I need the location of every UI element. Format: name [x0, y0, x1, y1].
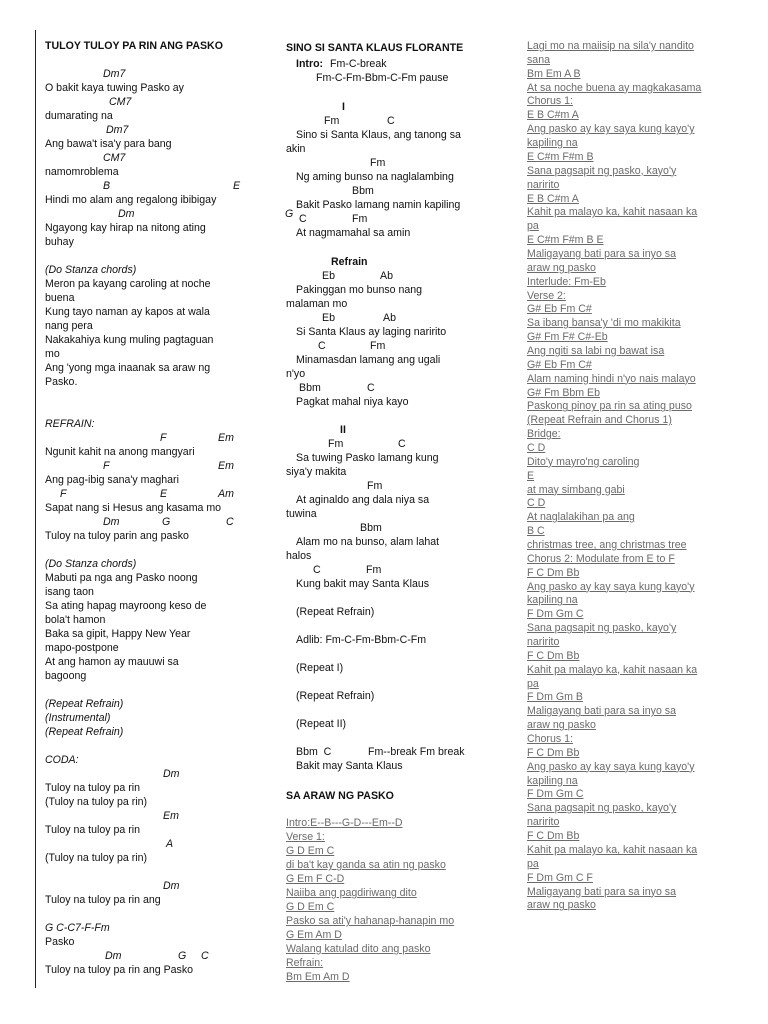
- lyric-line: Meron pa kayang caroling at noche: [45, 278, 211, 290]
- section-label: Interlude: Fm-Eb: [527, 275, 606, 288]
- lyric-line: naririto: [527, 178, 560, 191]
- chord: Bm Em A B: [527, 67, 581, 80]
- chord: E: [233, 180, 241, 192]
- lyric-line: araw ng pasko: [527, 899, 596, 912]
- chord: C: [313, 564, 321, 576]
- instruction: (Repeat I): [296, 662, 344, 674]
- song-title: SINO SI SANTA KLAUS FLORANTE: [286, 42, 464, 54]
- chord: G Em F C-D: [286, 873, 345, 885]
- lyric-line: Bakit Pasko lamang namin kapiling: [296, 199, 461, 211]
- chord: Dm: [103, 516, 120, 528]
- lyric-line: buena: [45, 292, 75, 304]
- lyric-line: Ngunit kahit na anong mangyari: [45, 446, 195, 458]
- chord: G# Eb Fm C#: [527, 303, 592, 316]
- lyric-line: Baka sa gipit, Happy New Year: [45, 628, 191, 640]
- chord: E: [527, 469, 535, 482]
- lyric-line: Sana pagsapit ng pasko, kayo'y: [527, 164, 677, 177]
- lyric-line: kapiling na: [527, 594, 578, 607]
- chord: Bbm C: [296, 746, 332, 758]
- instruction: (Repeat Refrain): [296, 606, 375, 618]
- lyric-line: Tuloy na tuloy pa rin: [45, 824, 141, 836]
- lyric-line: Lagi mo na maiisip na sila'y nandito: [527, 40, 694, 52]
- lyric-line: Sa tuwing Pasko lamang kung: [296, 452, 439, 464]
- chord: G Em Am D: [286, 929, 342, 941]
- lyric-line: Ang pasko ay kay saya kung kayo'y: [527, 123, 695, 136]
- chord: E B C#m A: [527, 109, 579, 122]
- chord: CM7: [103, 152, 126, 164]
- lyric-line: Maligayang bati para sa inyo sa: [527, 247, 676, 260]
- lyric-line: Paskong pinoy pa rin sa ating puso: [527, 400, 692, 413]
- lyric-line: Maligayang bati para sa inyo sa: [527, 705, 676, 718]
- chord: F C Dm Bb: [527, 649, 580, 662]
- chord: Em: [218, 432, 234, 444]
- chord: Em: [218, 460, 234, 472]
- lyric-line: Si Santa Klaus ay laging naririto: [296, 326, 447, 338]
- chord: CM7: [109, 96, 132, 108]
- lyric-line: Sana pagsapit ng pasko, kayo'y: [527, 802, 677, 815]
- chord: Fm: [366, 564, 382, 576]
- chord: G: [162, 516, 171, 528]
- chord: Bbm: [360, 522, 382, 534]
- chord: A: [166, 838, 174, 850]
- lyric-line: halos: [286, 550, 312, 562]
- chord: G C-C7-F-Fm: [45, 922, 110, 934]
- lyric-line: christmas tree, ang christmas tree: [527, 539, 687, 551]
- lyric-line: tuwina: [286, 508, 317, 520]
- section-label: Chorus 1:: [527, 95, 573, 108]
- lyric-line: Hindi mo alam ang regalong ibibigay: [45, 194, 217, 206]
- chord: C: [367, 382, 375, 394]
- lyric-line: Ang bawa't isa'y para bang: [45, 138, 172, 150]
- chord: F Dm Gm C: [527, 788, 584, 801]
- chord: Fm: [370, 340, 386, 352]
- lyric-line: siya'y makita: [286, 466, 347, 478]
- chord: Fm: [328, 438, 344, 450]
- chord: G D Em C: [286, 845, 335, 857]
- chord: Fm-C-break: [330, 58, 387, 70]
- chord: F: [103, 460, 110, 472]
- lyric-line: Mabuti pa nga ang Pasko noong: [45, 572, 198, 584]
- lyric-line: bola't hamon: [45, 614, 106, 626]
- lyric-line: Dito'y mayro'ng caroling: [527, 455, 640, 468]
- chord: F C Dm Bb: [527, 830, 580, 842]
- lyric-line: kapiling na: [527, 774, 578, 787]
- chord: Fm: [352, 213, 368, 225]
- chord: F: [160, 432, 167, 444]
- chord: C D: [527, 497, 546, 510]
- chord: Eb: [322, 312, 335, 324]
- lyric-line: bagoong: [45, 670, 87, 682]
- lyric-line: Alam naming hindi n'yo nais malayo: [527, 372, 696, 385]
- chord: Ab: [383, 312, 396, 324]
- lyric-line: Ngayong kay hirap na nitong ating: [45, 222, 206, 234]
- section-label: II: [340, 424, 346, 436]
- lyric-line: O bakit kaya tuwing Pasko ay: [45, 82, 184, 94]
- lyric-line: Naiiba ang pagdiriwang dito: [286, 887, 417, 899]
- lyric-line: mo: [45, 348, 60, 360]
- lyric-line: Kahit pa malayo ka, kahit nasaan ka: [527, 663, 698, 676]
- chord: F Dm Gm B: [527, 691, 583, 704]
- lyric-line: Kung bakit may Santa Klaus: [296, 578, 430, 590]
- instruction: (Repeat Refrain and Chorus 1): [527, 414, 672, 427]
- lyric-line: pa: [527, 677, 539, 690]
- song-title: SA ARAW NG PASKO: [286, 790, 394, 802]
- lyric-line: n'yo: [286, 368, 306, 380]
- lyric-line: Alam mo na bunso, alam lahat: [296, 536, 440, 548]
- lyric-line: Tuloy na tuloy parin ang pasko: [45, 530, 189, 542]
- lyric-line: Maligayang bati para sa inyo sa: [527, 885, 676, 898]
- lyric-line: Pasko: [45, 936, 75, 948]
- lyric-line: Nakakahiya kung muling pagtaguan: [45, 334, 214, 346]
- lyric-line: malaman mo: [286, 298, 348, 310]
- section-label: Chorus 1:: [527, 733, 573, 745]
- song-title: TULOY TULOY PA RIN ANG PASKO: [45, 40, 223, 52]
- lyric-line: Tuloy na tuloy pa rin: [45, 782, 141, 794]
- lyric-line: pa: [527, 220, 539, 233]
- lyric-line: kapiling na: [527, 137, 578, 149]
- chord: Dm7: [106, 124, 129, 136]
- chord: Fm: [370, 157, 386, 169]
- chord: Eb: [322, 270, 335, 282]
- lyric-line: di ba't kay ganda sa atin ng pasko: [286, 859, 446, 871]
- chord: Dm: [105, 950, 122, 962]
- chord: Fm--break Fm break: [368, 746, 465, 758]
- lyric-line: Ang 'yong mga inaanak sa araw ng: [45, 362, 211, 374]
- lyric-line: buhay: [45, 236, 74, 248]
- instruction: (Repeat II): [296, 718, 347, 730]
- chord: Fm-C-Fm-Bbm-C-Fm pause: [316, 72, 449, 84]
- chord: E C#m F#m B E: [527, 234, 604, 246]
- chord: Dm: [118, 208, 135, 220]
- section-label: CODA:: [45, 754, 79, 766]
- chord: C: [398, 438, 406, 450]
- instruction: (Do Stanza chords): [45, 558, 137, 570]
- lyric-line: At sa noche buena ay magkakasama: [527, 81, 702, 94]
- section-label: Refrain:: [286, 957, 324, 969]
- chord: C: [226, 516, 234, 528]
- chord: Fm: [324, 115, 340, 127]
- chord: F Dm Gm C: [527, 608, 584, 621]
- chord: B C: [527, 525, 545, 538]
- chord: Am: [218, 488, 234, 500]
- chord: C: [299, 213, 307, 225]
- chord: Intro:E--B---G-D---Em--D: [286, 817, 403, 829]
- chord: F Dm Gm C F: [527, 871, 593, 884]
- lyric-line: Ang pasko ay kay saya kung kayo'y: [527, 580, 695, 593]
- lyric-line: pa: [527, 857, 539, 870]
- chord: G# Fm Bbm Eb: [527, 386, 600, 399]
- chord: B: [103, 180, 111, 192]
- lyric-line: nang pera: [45, 320, 93, 332]
- lyric-line: isang taon: [45, 586, 94, 598]
- chord: F: [60, 488, 67, 500]
- chord: G: [285, 208, 294, 220]
- instruction: (Repeat Refrain): [45, 726, 124, 738]
- chord: E C#m F#m B: [527, 150, 594, 163]
- section-label: REFRAIN:: [45, 418, 95, 430]
- lyric-line: Ng aming bunso na naglalambing: [296, 171, 454, 183]
- lyric-line: (Tuloy na tuloy pa rin): [45, 852, 148, 864]
- lyric-line: (Tuloy na tuloy pa rin): [45, 796, 148, 808]
- instruction: (Repeat Refrain): [45, 698, 124, 710]
- section-label: Intro:: [296, 58, 324, 70]
- chord: Dm: [163, 880, 180, 892]
- chord: C D: [527, 441, 546, 454]
- instruction: Adlib: Fm-C-Fm-Bbm-C-Fm: [296, 634, 427, 646]
- section-label: Chorus 2: Modulate from E to F: [527, 552, 675, 565]
- lyric-line: Pasko sa ati'y hahanap-hanapin mo: [286, 915, 455, 927]
- section-label: Refrain: [331, 256, 368, 268]
- lyric-line: Minamasdan lamang ang ugali: [296, 354, 441, 366]
- chord: Em: [163, 810, 179, 822]
- lyric-line: At aginaldo ang dala niya sa: [296, 494, 430, 506]
- lyric-line: At nagmamahal sa amin: [296, 227, 411, 239]
- lyric-line: Tuloy na tuloy pa rin ang Pasko: [45, 964, 194, 976]
- lyric-line: araw ng pasko: [527, 719, 596, 732]
- lyric-line: Ang ngiti sa labi ng bawat isa: [527, 344, 665, 357]
- section-label: Verse 2:: [527, 289, 566, 302]
- lyric-line: akin: [286, 143, 306, 155]
- chord: G# Fm F# C#-Eb: [527, 331, 608, 344]
- chord: G# Eb Fm C#: [527, 358, 592, 371]
- lyric-line: Kahit pa malayo ka, kahit nasaan ka: [527, 206, 698, 219]
- chord: E: [160, 488, 168, 500]
- lyric-line: Sa ibang bansa'y 'di mo makikita: [527, 317, 681, 330]
- instruction: (Repeat Refrain): [296, 690, 375, 702]
- section-label: Bridge:: [527, 428, 561, 441]
- lyric-line: namomroblema: [45, 166, 119, 178]
- chord: C: [318, 340, 326, 352]
- lyric-line: Pakinggan mo bunso nang: [296, 284, 423, 296]
- lyric-line: mapo-postpone: [45, 642, 119, 654]
- chord: Dm: [163, 768, 180, 780]
- lyric-line: naririto: [527, 816, 560, 829]
- lyric-line: Tuloy na tuloy pa rin ang: [45, 894, 161, 906]
- lyric-line: naririto: [527, 636, 560, 648]
- chord: Bm Em Am D: [286, 971, 350, 983]
- instruction: (Do Stanza chords): [45, 264, 137, 276]
- lyric-line: Walang katulad dito ang pasko: [286, 943, 431, 955]
- chord: Dm7: [103, 68, 126, 80]
- lyric-line: At ang hamon ay mauuwi sa: [45, 656, 179, 668]
- section-label: Verse 1:: [286, 831, 325, 843]
- chord: Ab: [380, 270, 393, 282]
- chord: C: [201, 950, 209, 962]
- chord: E B C#m A: [527, 192, 579, 205]
- chord: G D Em C: [286, 901, 335, 913]
- chord: Fm: [367, 480, 383, 492]
- chord: C: [387, 115, 395, 127]
- chord: Bbm: [352, 185, 374, 197]
- chord: F C Dm Bb: [527, 566, 580, 579]
- lyric-line: Ang pag-ibig sana'y maghari: [45, 474, 179, 486]
- lyric-line: Kung tayo naman ay kapos at wala: [45, 306, 210, 318]
- lyric-line: Sapat nang si Hesus ang kasama mo: [45, 502, 222, 514]
- lyric-line: At naglalakihan pa ang: [527, 511, 635, 524]
- lyric-line: Pagkat mahal niya kayo: [296, 396, 409, 408]
- lyric-line: Sa ating hapag mayroong keso de: [45, 600, 207, 612]
- section-label: I: [342, 101, 345, 113]
- lyric-line: Kahit pa malayo ka, kahit nasaan ka: [527, 843, 698, 856]
- instruction: (Instrumental): [45, 712, 111, 724]
- lyric-line: at may simbang gabi: [527, 483, 625, 496]
- lyric-line: sana: [527, 53, 550, 66]
- lyric-line: Bakit may Santa Klaus: [296, 760, 403, 772]
- lyric-line: dumarating na: [45, 110, 113, 122]
- lyric-line: Ang pasko ay kay saya kung kayo'y: [527, 760, 695, 773]
- lyric-line: araw ng pasko: [527, 261, 596, 274]
- chord: F C Dm Bb: [527, 746, 580, 759]
- lyric-line: Pasko.: [45, 376, 78, 388]
- lyric-line: Sana pagsapit ng pasko, kayo'y: [527, 622, 677, 635]
- chord: G: [178, 950, 187, 962]
- lyric-line: Sino si Santa Klaus, ang tanong sa: [296, 129, 461, 141]
- chord: Bbm: [299, 382, 321, 394]
- left-margin-line: [35, 30, 36, 988]
